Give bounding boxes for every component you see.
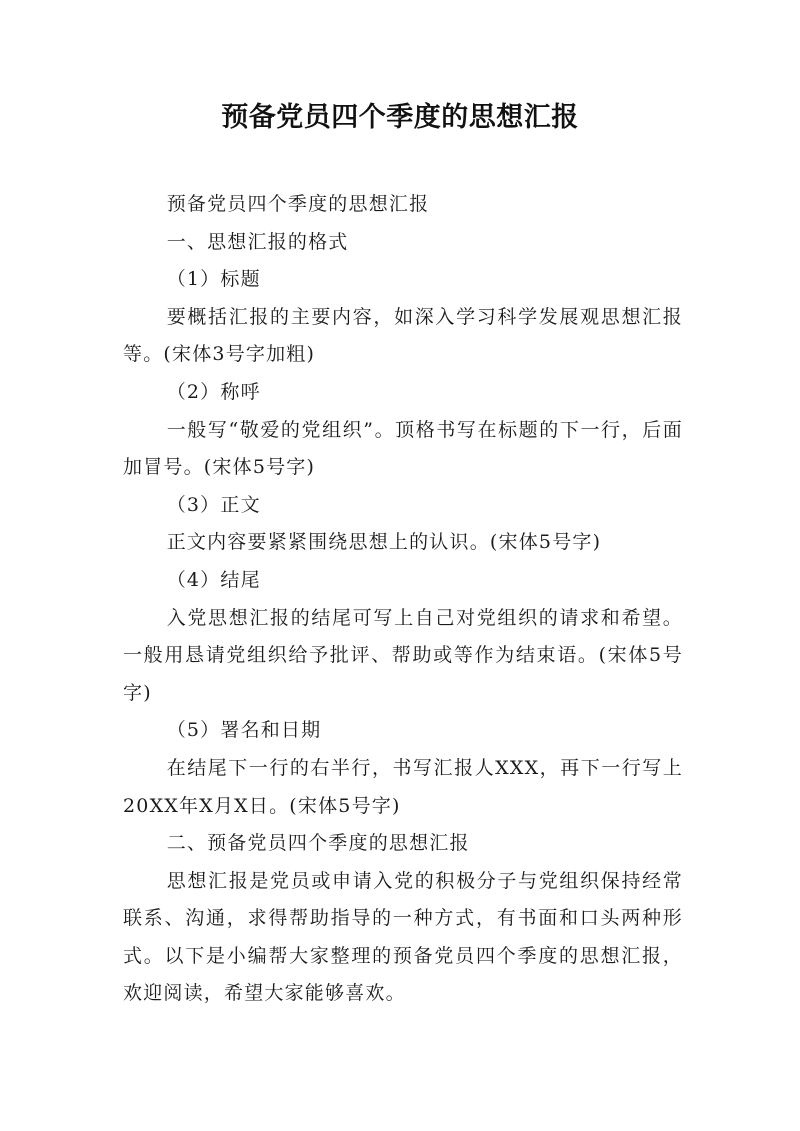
subheading-ending: （4）结尾 xyxy=(166,568,261,591)
section-heading-format: 一、思想汇报的格式 xyxy=(166,230,349,253)
paragraph-salutation-desc: 一般写“敬爱的党组织”。顶格书写在标题的下一行，后面加冒号。(宋体5号字) xyxy=(123,418,683,479)
paragraph-body-desc: 正文内容要紧紧围绕思想上的认识。(宋体5号字) xyxy=(166,531,602,554)
section-heading-report: 二、预备党员四个季度的思想汇报 xyxy=(166,832,470,855)
paragraph-report-intro: 思想汇报是党员或申请入党的积极分子与党组织保持经常联系、沟通，求得帮助指导的一种方式，有书面和口头两种形式。以下是小编帮大家整理的预备党员四个季度的思想汇报，欢迎阅读，希望大家能够喜欢。 xyxy=(123,869,683,1005)
subheading-salutation: （2）称呼 xyxy=(166,380,261,403)
document-body xyxy=(123,186,683,1013)
document-title: 预备党员四个季度的思想汇报 xyxy=(221,102,579,133)
subheading-body: （3）正文 xyxy=(166,493,261,516)
subheading-signature-date: （5）署名和日期 xyxy=(166,719,322,742)
paragraph-title-desc: 要概括汇报的主要内容，如深入学习科学发展观思想汇报等。(宋体3号字加粗) xyxy=(123,305,683,366)
paragraph-ending-desc: 入党思想汇报的结尾可写上自己对党组织的请求和希望。一般用恳请党组织给予批评、帮助或等作为结束语。(宋体5号字) xyxy=(123,606,683,704)
paragraph-signature-desc: 在结尾下一行的右半行，书写汇报人XXX，再下一行写上20XX年X月X日。(宋体5号字) xyxy=(123,756,683,817)
paragraph-subtitle: 预备党员四个季度的思想汇报 xyxy=(166,193,430,215)
subheading-title: （1）标题 xyxy=(166,268,261,291)
